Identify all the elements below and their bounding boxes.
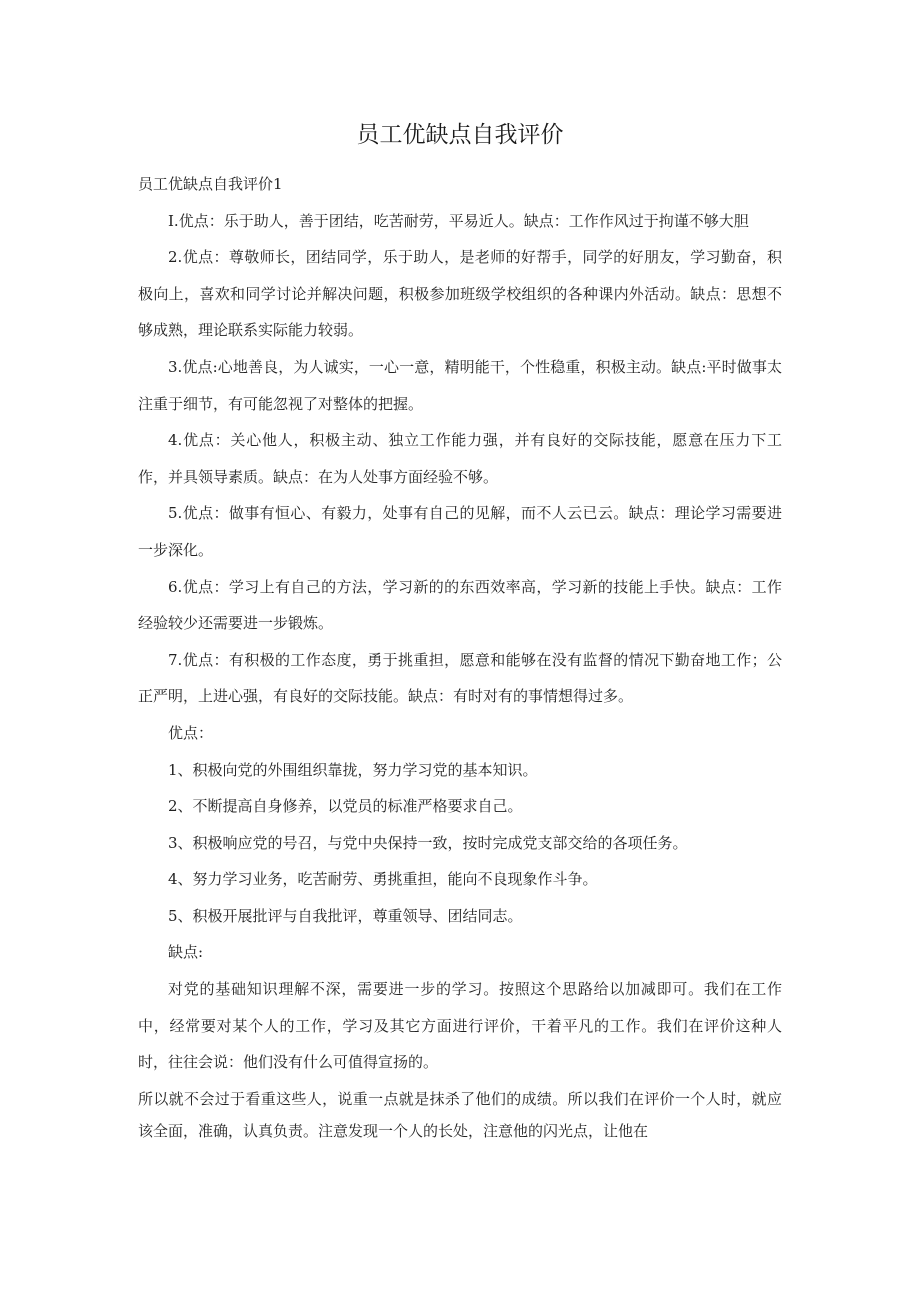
merit-item-3: 3、积极响应党的号召，与党中央保持一致，按时完成党支部交给的各项任务。 — [168, 833, 688, 852]
flaws-heading: 缺点: — [168, 943, 204, 962]
merit-item-2: 2、不断提高自身修养，以党员的标准严格要求自己。 — [168, 797, 523, 816]
evaluation-item-6: 6.优点：学习上有自己的方法，学习新的的东西效率高，学习新的技能上手快。缺点：工作经验较少还需要进一步锻炼。 — [138, 577, 782, 633]
merit-item-5: 5、积极开展批评与自我批评，尊重领导、团结同志。 — [168, 906, 523, 925]
evaluation-item-5: 5.优点：做事有恒心、有毅力，处事有自己的见解，而不人云已云。缺点：理论学习需要进一步深化。 — [138, 504, 782, 559]
evaluation-item-7: 7.优点：有积极的工作态度，勇于挑重担，愿意和能够在没有监督的情况下勤奋地工作；公正严明，上进心强，有良好的交际技能。缺点：有时对有的事情想得过多。 — [138, 650, 782, 706]
document-title: 员工优缺点自我评价 — [356, 122, 564, 148]
merit-item-1: 1、积极向党的外围组织靠拢，努力学习党的基本知识。 — [168, 760, 538, 779]
subtitle: 员工优缺点自我评价1 — [138, 175, 283, 193]
evaluation-item-4: 4.优点：关心他人，积极主动、独立工作能力强，并有良好的交际技能，愿意在压力下工作，并具领导素质。缺点：在为人处事方面经验不够。 — [138, 431, 782, 486]
evaluation-item-2: 2.优点：尊敬师长，团结同学，乐于助人，是老师的好帮手，同学的好朋友，学习勤奋，积极向上，喜欢和同学讨论并解决问题，积极参加班级学校组织的各种课内外活动。缺点：思想不够成熟，理论联系实际能力较弱。 — [138, 248, 782, 340]
body-paragraph-1: 对党的基础知识理解不深，需要进一步的学习。按照这个思路给以加减即可。我们在工作中，经常要对某个人的工作，学习及其它方面进行评价，干着平凡的工作。我们在评价这种人时，往往会说：他们没有什么可值得宣扬的。 — [138, 980, 782, 1072]
evaluation-item-3: 3.优点:心地善良，为人诚实，一心一意，精明能干，个性稳重，积极主动。缺点:平时做事太注重于细节，有可能忽视了对整体的把握。 — [138, 357, 782, 413]
evaluation-item-1: I.优点：乐于助人，善于团结，吃苦耐劳，平易近人。缺点：工作作风过于拘谨不够大胆 — [168, 211, 749, 230]
merits-heading: 优点： — [168, 723, 214, 742]
body-paragraph-2: 所以就不会过于看重这些人，说重一点就是抹杀了他们的成绩。所以我们在评价一个人时，就应该全面，准确，认真负责。注意发现一个人的长处，注意他的闪光点，让他在 — [138, 1089, 782, 1140]
document-body — [138, 166, 782, 1147]
merit-item-4: 4、努力学习业务，吃苦耐劳、勇挑重担，能向不良现象作斗争。 — [168, 870, 598, 889]
